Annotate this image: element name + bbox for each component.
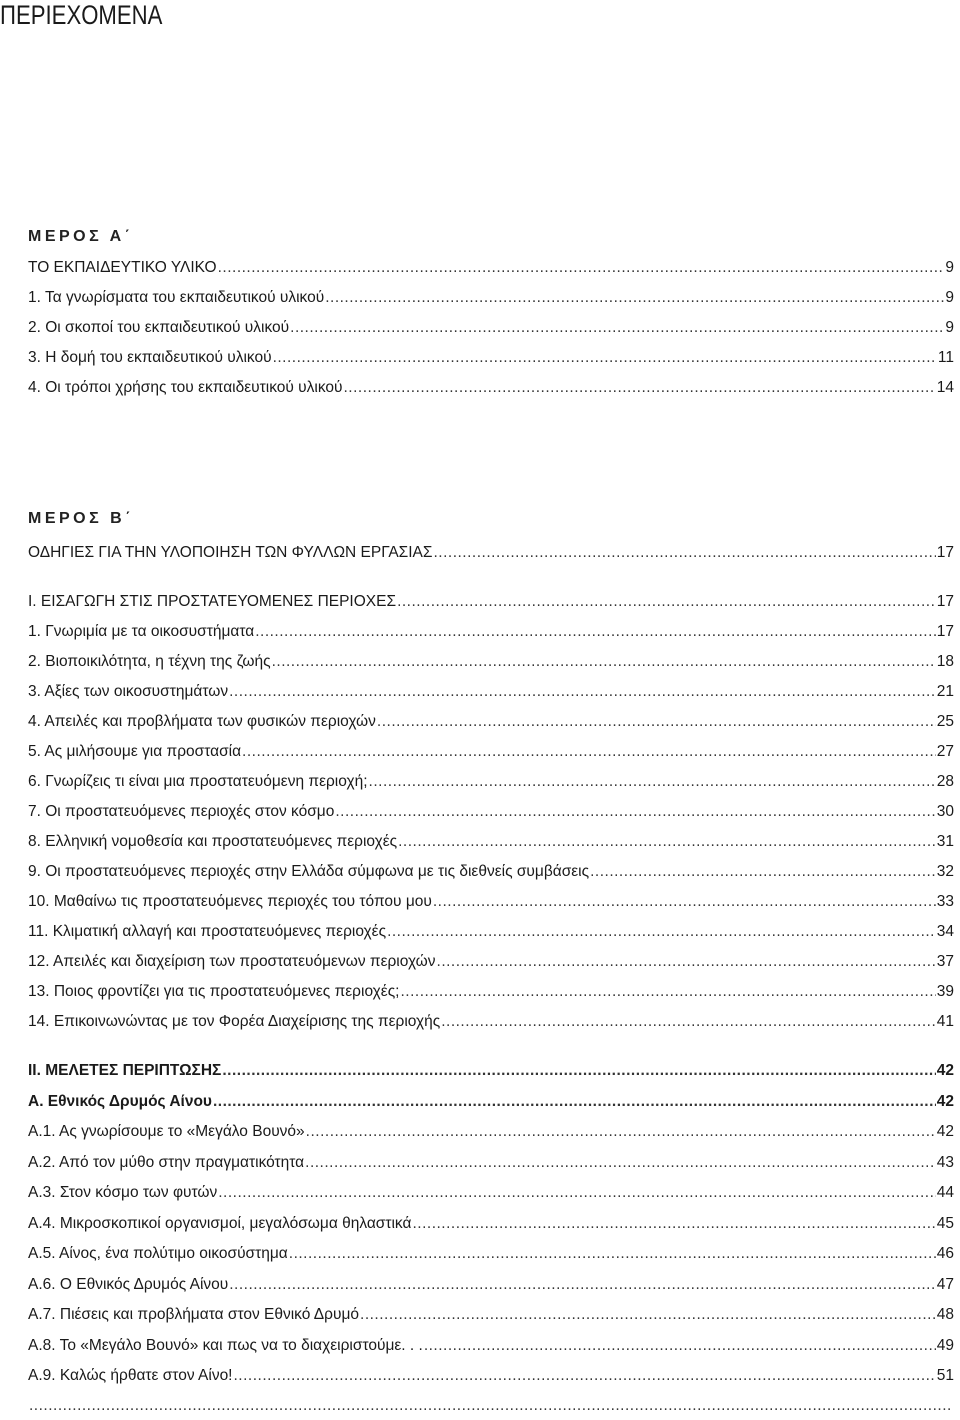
- toc-entry[interactable]: [28, 1212, 954, 1236]
- toc-entry-page: 41: [936, 1013, 954, 1030]
- dot-leader: [255, 620, 936, 644]
- toc-entry[interactable]: [28, 680, 954, 704]
- dot-leader: [325, 286, 944, 310]
- toc-entry-page: 45: [936, 1215, 954, 1232]
- toc-entry-label: 2. Βιοποικιλότητα, η τέχνη της ζωής: [28, 653, 271, 670]
- toc-entry[interactable]: [28, 286, 954, 310]
- toc-entry-page: 21: [936, 683, 954, 700]
- toc-entry-page: 32: [936, 863, 954, 880]
- toc-entry[interactable]: [28, 710, 954, 734]
- toc-entry-page: 46: [936, 1245, 954, 1262]
- toc-entry[interactable]: [28, 1242, 954, 1266]
- dot-leader: [29, 1394, 953, 1418]
- dot-leader: [213, 1090, 936, 1114]
- toc-entry-page: 17: [936, 593, 954, 610]
- toc-entry[interactable]: [28, 346, 954, 370]
- dot-leader: [234, 1364, 936, 1388]
- toc-entry-page: 17: [936, 623, 954, 640]
- toc-entry-label: 6. Γνωρίζεις τι είναι μια προστατευόμενη περιοχή;: [28, 773, 368, 790]
- toc-entry[interactable]: [28, 256, 954, 280]
- toc-entry-page: 33: [936, 893, 954, 910]
- toc-entry-page: 34: [936, 923, 954, 940]
- toc-entry-label: Α. Εθνικός Δρυμός Αίνου: [28, 1093, 212, 1110]
- toc-entry-label: 13. Ποιος φροντίζει για τις προστατευόμενες περιοχές;: [28, 983, 400, 1000]
- toc-entry-page: 43: [936, 1154, 954, 1171]
- dot-leader: [437, 950, 936, 974]
- toc-entry[interactable]: [28, 1181, 954, 1205]
- toc-entry-label: Α.3. Στον κόσμο των φυτών: [28, 1184, 218, 1201]
- toc-entry-page: 28: [936, 773, 954, 790]
- toc-entry[interactable]: [28, 1394, 954, 1418]
- toc-entry-page: 37: [936, 953, 954, 970]
- dot-leader: [398, 830, 936, 854]
- toc-entry-page: 17: [936, 544, 954, 561]
- dot-leader: [369, 770, 936, 794]
- toc-entry[interactable]: [28, 376, 954, 400]
- toc-entry-page: 14: [936, 379, 954, 396]
- toc-entry[interactable]: [28, 890, 954, 914]
- toc-entry[interactable]: [28, 1303, 954, 1327]
- toc-entry-page: 9: [945, 289, 954, 306]
- toc-entry[interactable]: [28, 1334, 954, 1358]
- toc-entry-label: 1. Γνωριμία με τα οικοσυστήματα: [28, 623, 255, 640]
- dot-leader: [343, 376, 935, 400]
- toc-entry[interactable]: [28, 620, 954, 644]
- toc-entry-page: 42: [936, 1062, 954, 1079]
- toc-entry-label: ΙΙ. ΜΕΛΕΤΕΣ ΠΕΡΙΠΤΩΣΗΣ: [28, 1062, 222, 1079]
- dot-leader: [289, 1242, 936, 1266]
- toc-entry[interactable]: [28, 1364, 954, 1388]
- dot-leader: [441, 1010, 936, 1034]
- dot-leader: [273, 346, 937, 370]
- toc-entry[interactable]: [28, 1120, 954, 1144]
- dot-leader: [242, 740, 936, 764]
- dot-leader: [218, 1181, 936, 1205]
- toc-entry-page: 31: [936, 833, 954, 850]
- toc-entry-page: 48: [936, 1306, 954, 1323]
- dot-leader: [433, 541, 935, 565]
- toc-entry-label: 7. Οι προστατευόμενες περιοχές στον κόσμο: [28, 803, 335, 820]
- toc-entry-page: 39: [936, 983, 954, 1000]
- toc-entry-page: 9: [945, 259, 954, 276]
- toc-entry[interactable]: [28, 920, 954, 944]
- toc-entry-label: 5. Ας μιλήσουμε για προστασία: [28, 743, 242, 760]
- toc-entry-page: 18: [936, 653, 954, 670]
- toc-entry-page: 49: [936, 1337, 954, 1354]
- toc-entry[interactable]: [28, 590, 954, 614]
- toc-entry-label: 8. Ελληνική νομοθεσία και προστατευόμενες περιοχές: [28, 833, 398, 850]
- toc-entry-label: 11. Κλιματική αλλαγή και προστατευόμενες περιοχές: [28, 923, 387, 940]
- toc-entry-label: 1. Τα γνωρίσματα του εκπαιδευτικού υλικού: [28, 289, 325, 306]
- toc-entry-label: Α.5. Αίνος, ένα πολύτιμο οικοσύστημα: [28, 1245, 288, 1262]
- toc-entry[interactable]: [28, 740, 954, 764]
- toc-entry-label: 3. Αξίες των οικοσυστημάτων: [28, 683, 229, 700]
- toc-entry-label: Ι. ΕΙΣΑΓΩΓΗ ΣΤΙΣ ΠΡΟΣΤΑΤΕΥΟΜΕΝΕΣ ΠΕΡΙΟΧΕΣ: [28, 593, 397, 610]
- toc-entry-page: 51: [936, 1367, 954, 1384]
- toc-entry-label: 4. Απειλές και προβλήματα των φυσικών περιοχών: [28, 713, 376, 730]
- toc-entry-label: 12. Απειλές και διαχείριση των προστατευόμενων περιοχών: [28, 953, 436, 970]
- toc-entry-label: Α.4. Μικροσκοπικοί οργανισμοί, μεγαλόσωμα θηλαστικά: [28, 1215, 412, 1232]
- dot-leader: [360, 1303, 936, 1327]
- page-title: ΠΕΡΙΕΧΟΜΕΝΑ: [0, 0, 163, 30]
- toc-entry[interactable]: [28, 1273, 954, 1297]
- toc-entry-page: 25: [936, 713, 954, 730]
- toc-entry-page: 47: [936, 1276, 954, 1293]
- dot-leader: [229, 680, 936, 704]
- dot-leader: [397, 590, 936, 614]
- dot-leader: [272, 650, 936, 674]
- toc-entry-page: 30: [936, 803, 954, 820]
- toc-entry[interactable]: [28, 800, 954, 824]
- dot-leader: [377, 710, 936, 734]
- toc-entry-page: 42: [936, 1093, 954, 1110]
- toc-entry[interactable]: [28, 950, 954, 974]
- toc-entry[interactable]: [28, 650, 954, 674]
- toc-entry[interactable]: [28, 1151, 954, 1175]
- dot-leader: [305, 1151, 936, 1175]
- dot-leader: [590, 860, 936, 884]
- toc-entry-page: 42: [936, 1123, 954, 1140]
- toc-entry[interactable]: [28, 541, 954, 565]
- dot-leader: [412, 1212, 935, 1236]
- toc-entry-page: 44: [936, 1184, 954, 1201]
- toc-entry-label: ΟΔΗΓΙΕΣ ΓΙΑ ΤΗΝ ΥΛΟΠΟΙΗΣΗ ΤΩΝ ΦΥΛΛΩΝ ΕΡΓΑΣΙΑΣ: [28, 544, 433, 561]
- toc-entry[interactable]: [28, 980, 954, 1004]
- part-b-heading: ΜΕΡΟΣ Β΄: [28, 510, 135, 527]
- toc-entry-label: Α.9. Καλώς ήρθατε στον Αίνο!: [28, 1367, 233, 1384]
- dot-leader: [433, 890, 936, 914]
- toc-entry-label: Α.8. Το «Μεγάλο Βουνό» και πως να το διαχειριστούμε. . .: [28, 1337, 423, 1354]
- toc-entry[interactable]: [28, 1010, 954, 1034]
- dot-leader: [335, 800, 935, 824]
- toc-entry-label: 10. Μαθαίνω τις προστατευόμενες περιοχές του τόπου μου: [28, 893, 432, 910]
- toc-entry-label: Α.7. Πιέσεις και προβλήματα στον Εθνικό Δρυμό: [28, 1306, 360, 1323]
- toc-entry-label: Α.1. Ας γνωρίσουμε το «Μεγάλο Βουνό»: [28, 1123, 305, 1140]
- toc-entry[interactable]: [28, 1090, 954, 1114]
- dot-leader: [222, 1059, 935, 1083]
- dot-leader: [290, 316, 944, 340]
- toc-entry-page: 11: [937, 349, 954, 366]
- toc-entry-label: ΤΟ ΕΚΠΑΙΔΕΥΤΙΚΟ ΥΛΙΚΟ: [28, 259, 217, 276]
- toc-entry[interactable]: [28, 770, 954, 794]
- toc-entry[interactable]: [28, 860, 954, 884]
- dot-leader: [229, 1273, 936, 1297]
- toc-entry-label: 9. Οι προστατευόμενες περιοχές στην Ελλάδα σύμφωνα με τις διεθνείς συμβάσεις: [28, 863, 590, 880]
- toc-entry-page: 27: [936, 743, 954, 760]
- toc-entry-page: 9: [945, 319, 954, 336]
- dot-leader: [306, 1120, 936, 1144]
- toc-entry-label: 14. Επικοινωνώντας με τον Φορέα Διαχείρισης της περιοχής: [28, 1013, 441, 1030]
- dot-leader: [387, 920, 936, 944]
- toc-entry[interactable]: [28, 1059, 954, 1083]
- dot-leader: [218, 256, 945, 280]
- toc-entry-label: Α.6. Ο Εθνικός Δρυμός Αίνου: [28, 1276, 229, 1293]
- toc-entry[interactable]: [28, 316, 954, 340]
- toc-entry-label: 2. Οι σκοποί του εκπαιδευτικού υλικού: [28, 319, 290, 336]
- dot-leader: [400, 980, 935, 1004]
- toc-entry[interactable]: [28, 830, 954, 854]
- toc-entry-label: 4. Οι τρόποι χρήσης του εκπαιδευτικού υλικού: [28, 379, 343, 396]
- toc-entry-label: 3. Η δομή του εκπαιδευτικού υλικού: [28, 349, 272, 366]
- dot-leader: [424, 1334, 936, 1358]
- part-a-heading: ΜΕΡΟΣ Α΄: [28, 228, 134, 245]
- toc-entry-label: Α.2. Από τον μύθο στην πραγματικότητα: [28, 1154, 305, 1171]
